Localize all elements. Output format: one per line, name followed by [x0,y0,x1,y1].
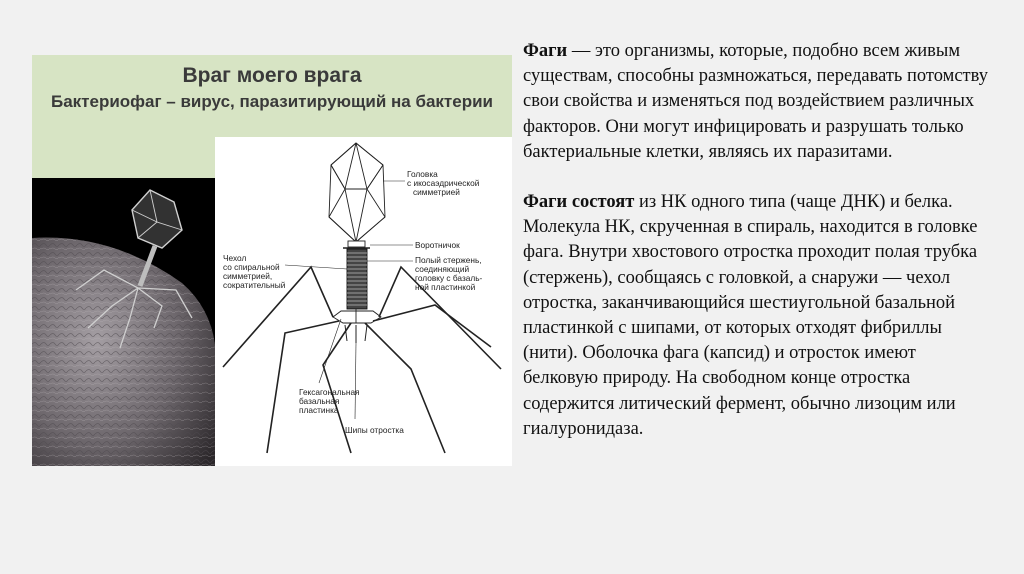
label-spikes: Шипы отростка [345,425,404,435]
label-core: Полый стержень, соединяющий головку с базаль- ной пластинкой [415,255,483,292]
paragraph-2-lead: Фаги состоят [523,192,635,213]
label-head: Головка с икосаэдрической симметрией [407,169,480,197]
description-text [523,39,991,442]
paragraph-2-body: из НК одного типа (чаще ДНК) и белка. Молекула НК, скрученная в спираль, находится в головке фага. Внутри хвостового отростка проходит полая трубка (стержень), сообщаясь с головкой, а снаружи — чехол отростка, заканчивающийся шестиугольной базальной пластинкой с шипами, от которых отходят фибриллы (нити). Оболочка фага (капсид) и отросток имеют белковую природу. На свободном конце отростка содержится литический фермент, обычно лизоцим или гиалуронидаза. [523,192,978,439]
paragraph-1-body: — это организмы, которые, подобно всем живым существам, способны размножаться, передавать потомству свои свойства и изменяться под воздействием различных факторов. Они могут инфицировать и разрушать только бактериальные клетки, являясь их паразитами. [523,41,988,162]
slide-title: Враг моего врага [182,64,362,87]
paragraph-1-lead: Фаги [523,41,568,61]
phage-photo [32,178,215,466]
paragraph-1 [523,39,991,165]
phage-head [329,143,385,242]
label-collar: Воротничок [415,240,460,250]
phage-diagram [215,137,512,466]
slide-subtitle: Бактериофаг – вирус, паразитирующий на бактерии [50,92,493,111]
title-block [32,55,512,112]
phage-collar [343,241,370,248]
label-baseplate: Гексагональная базальная пластинка [299,387,360,415]
label-sheath: Чехол со спиральной симметрией, сократительный [223,253,286,290]
phage-sheath [347,249,367,309]
paragraph-2 [523,190,991,442]
